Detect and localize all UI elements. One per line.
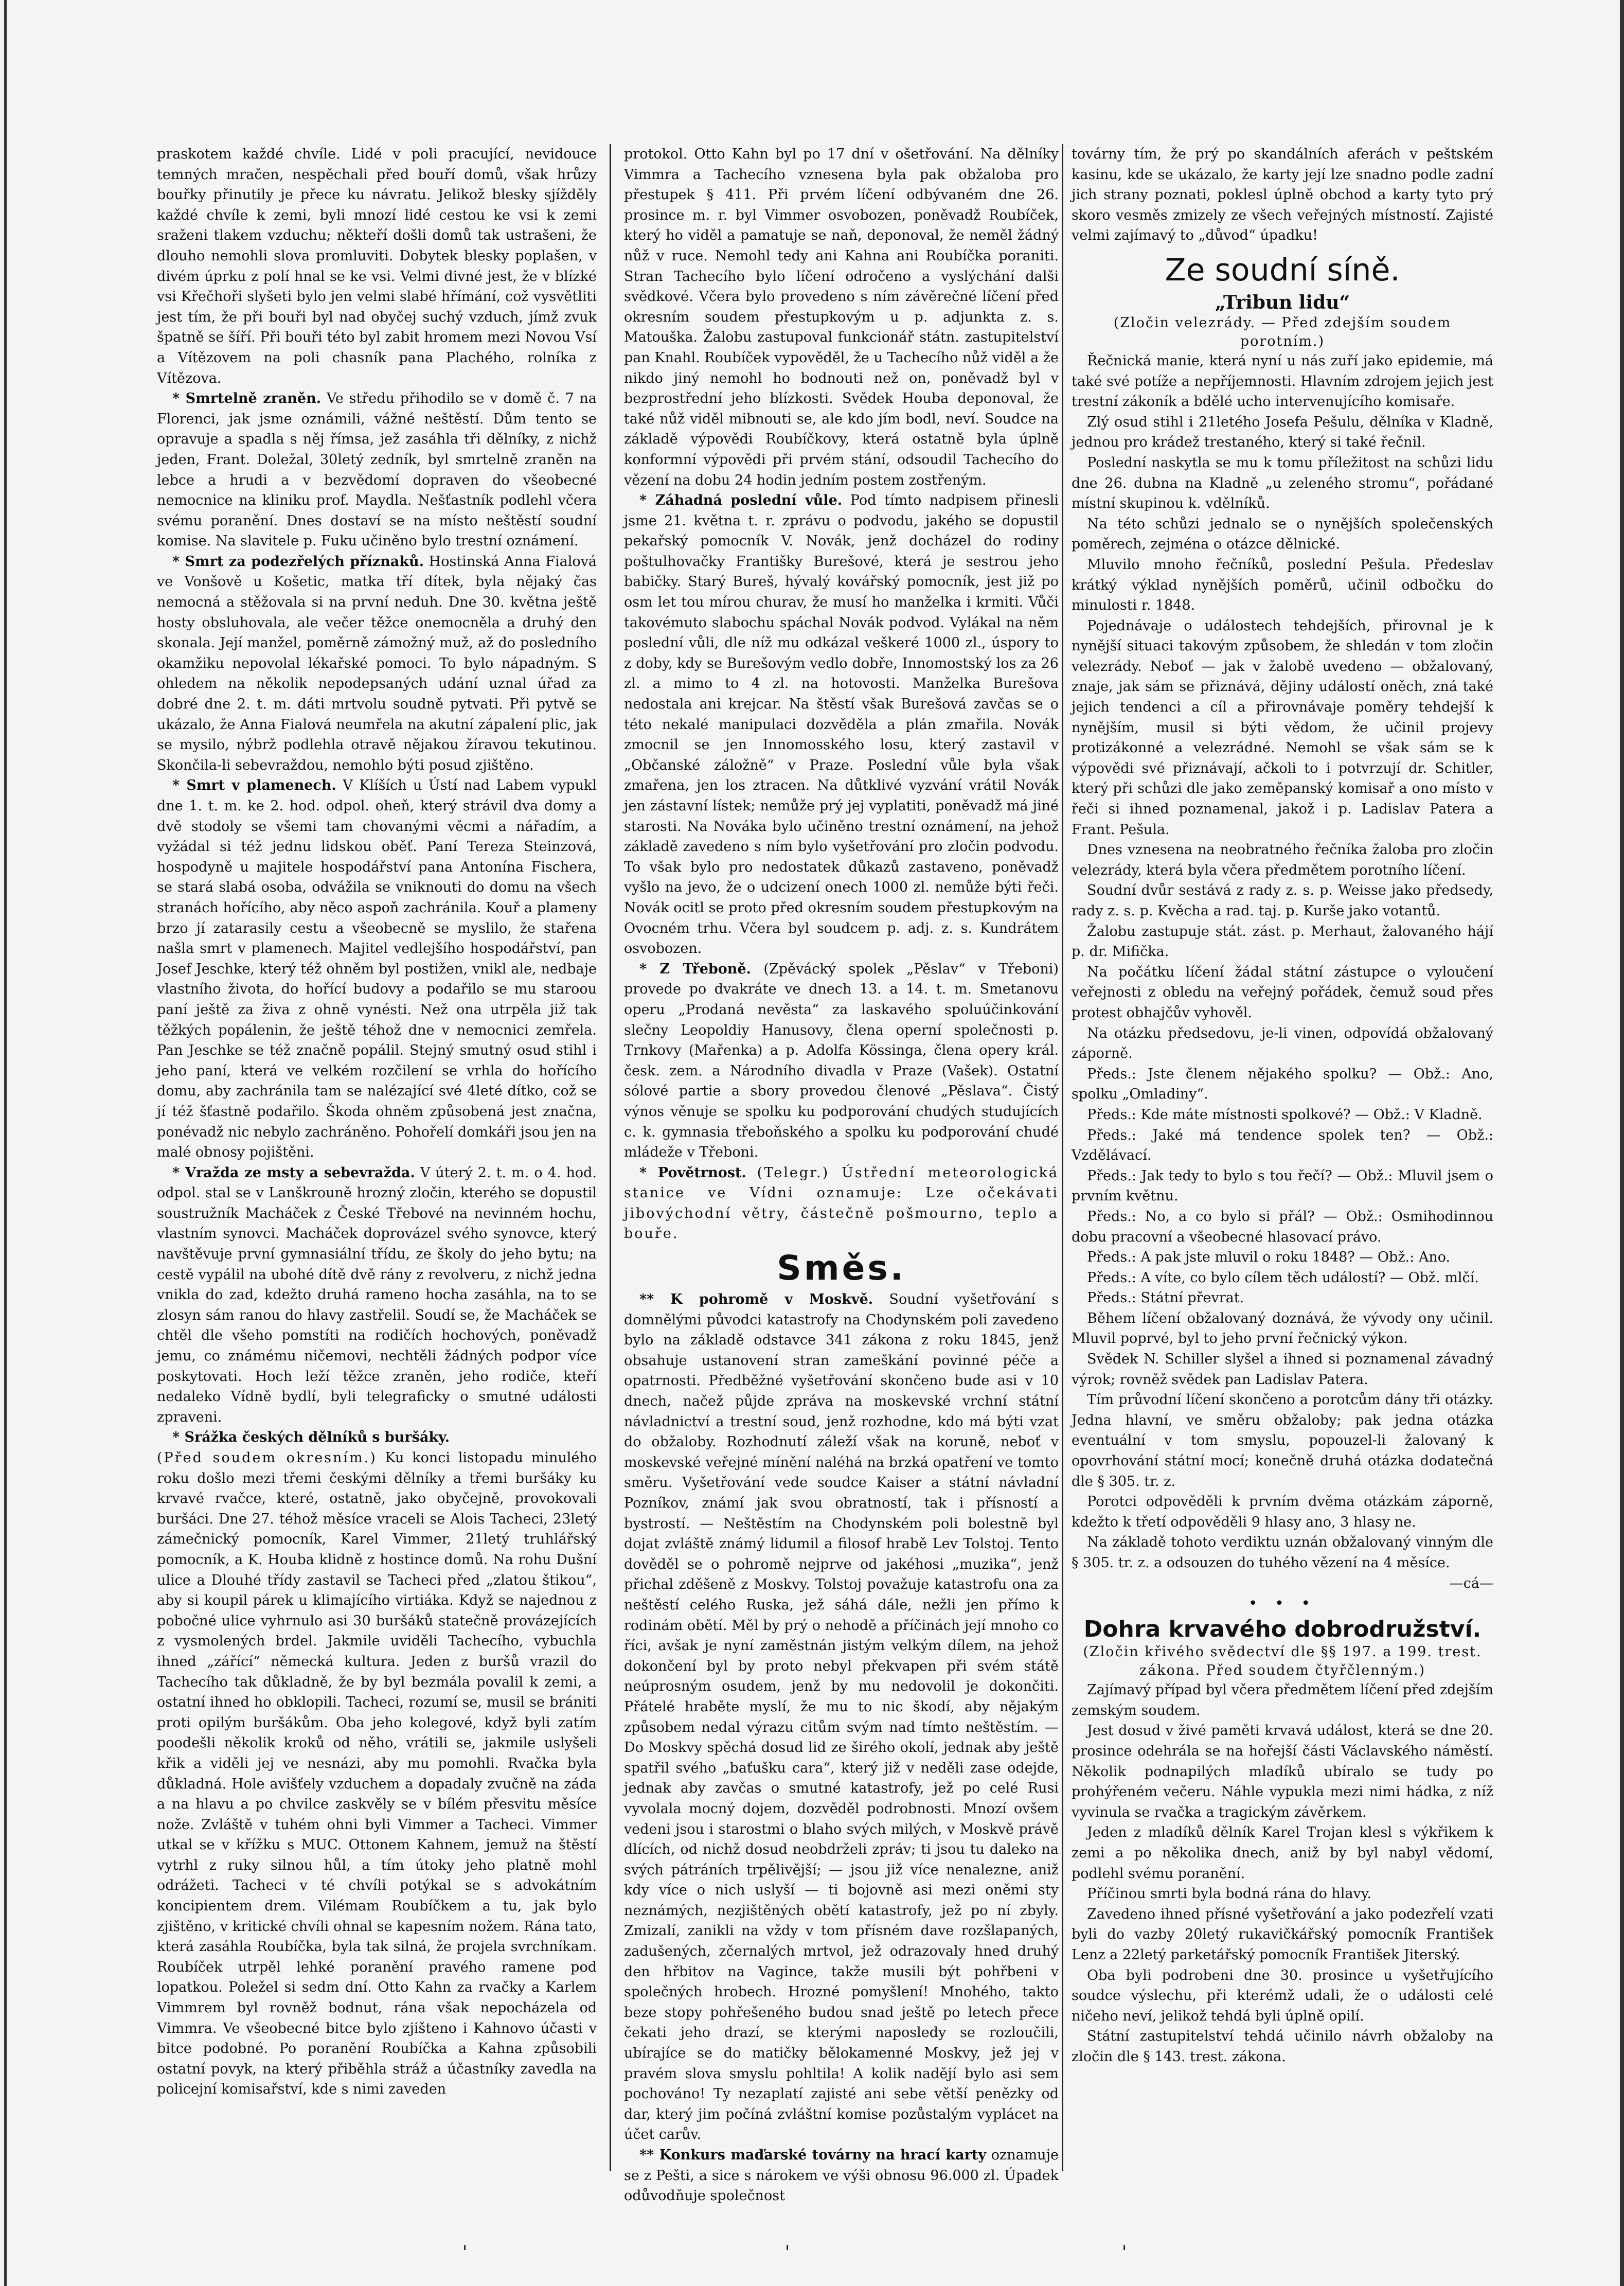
article-text: Tím průvodní líčení skončeno a porotcům dány tři otázky. Jedna hlavní, ve směru obžaloby; pak jedna otázka eventuální v tom smyslu, popouzel-li žalovaný k opovrhování státní mocí; konečně druhá otázka dodatečná dle § 305. tr. z. <box>1072 1392 1493 1490</box>
article-headline: * Vražda ze msty a sebevražda. <box>172 1164 415 1181</box>
article-text: Porotci odpověděli k prvním dvěma otázkám záporně, kdežto k třetí odpověděli 9 hlasy ano, 3 hlasy ne. <box>1072 1494 1493 1530</box>
article-headline: Dohra krvavého dobrodružství. <box>1083 1616 1482 1643</box>
article-text: Předs.: Státní převrat. <box>1087 1290 1244 1306</box>
article-text: Předs.: Jak tedy to bylo s tou řečí? — Obž.: Mluvil jsem o prvním květnu. <box>1072 1167 1493 1204</box>
article-text: oznamuje se z Pešti, a sice s nárokem ve výši obnosu 96.000 zl. Úpadek odůvodňuje společnost <box>624 2147 1059 2204</box>
article-headline: * Z Třeboně. <box>639 961 751 977</box>
article-text: Zajímavý případ byl včera předmětem líčení před zdejším zemským soudem. <box>1072 1682 1493 1718</box>
article-text: Zlý osud stihl i 21letého Josefa Pešulu, dělníka v Kladně, jednou pro krádež trestaného, který si také řečnil. <box>1072 414 1493 451</box>
article-text: V Klíších u Ústí nad Labem vypukl dne 1. t. m. ke 2. hod. odpol. oheň, který strávil dva domy a dvě stodoly se všemi tam chovanými věcmi a nářadím, a vyžádal si též jednu lidskou oběť. Paní Tereza Steinzová, hospodyně u majitele hospodářství pana Antonína Fischera, se stará slabá osoba, odvážila se vniknouti do domu na všech stranách hořícího, aby něco aspoň zachránila. Kouř a plameny brzo jí zatarasily cestu a všeobecně se myslilo, že stařena našla smrt v plamenech. Majitel vedlejšího hospodářství, pan Josef Jeschke, který též ohněm byl postižen, vnikl ale, nedbaje vlastního života, do hořící budovy a podařilo se mu staroou paní ještě za živa z ohně vynésti. Než ona utrpěla již tak těžkých popálenin, že ještě téhož dne v nemocnici zemřela. Pan Jeschke se též značně popálil. Stejný smutný osud stihl i jeho paní, která ve velkém rozčilení se vrhla do hořícího domu, aby zachránila tam se nalézající své 4leté dítko, což se jí též šťastně podařilo. Škoda ohněm způsobená jest značna, ponévadž nic nebylo zachráněno. Pohořelí domkáři jsou jen na malé obnosy pojištěni. <box>157 777 597 1161</box>
article-text: Předs.: Jaké má tendence spolek ten? — Obž.: Vzdělávací. <box>1072 1127 1493 1164</box>
article-text: Oba byli podrobeni dne 30. prosince u vyšetřujícího soudce výslechu, při kterémž udali, že o události celé ničeho neví, jelikož tehdá byli úplně opilí. <box>1072 1967 1493 2024</box>
article-text: Soudní dvůr sestává z rady z. s. p. Weisse jako předsedy, rady z. s. p. Kvěcha a rad. taj. p. Kurše jako votantů. <box>1072 882 1493 919</box>
article-text: Zavedeno ihned přísné vyšetřování a jako podezřelí vzati byli do vazby 20letý rukavičkářský pomocník František Lenz a 22letý parketářský pomocník František Jiterský. <box>1072 1906 1493 1963</box>
article-text: Soudní vyšetřování s domnělými původci katastrofy na Chodynském poli zavedeno bylo na základě odstavce 341 zákona z roku 1845, jenž obsahuje ustanovení stran zameškání povinné péče a opatrnosti. Předběžné vyšetřování skončeno bude asi v 10 dnech, načež půjde zpráva na moskevské vrchní státní návladnictví a trestní soud, jenž rozhodne, kdo má býti vzat do obžaloby. Rozhodnutí záleží však na koruně, neboť v moskevské veřejné mínění naléhá na brzká opatření ve tomto směru. Vyšetřování vede soudce Kaiser a státní návladní Pozníkov, známí jak svou obratností, tak i přísností a bystrostí. — Neštěstím na Chodynském poli bolestně byl dojat zvláště známý lidumil a filosof hrabě Lev Tolstoj. Tento dověděl se o pohromě nejprve od jakéhosi „muzika“, jenž přichal zděšeně z Moskvy. Tolstoj považuje katastrofu ona za neštěstí celého Ruska, jež sáhá dále, nežli jen přímo k rodinám obětí. Měl by prý o nehodě a příčinách její mnoho co říci, avšak je nyní zaměstnán jistým velkým dílem, na jehož dokončení byl by proto nebyl překvapen při svém státě neúprosným osudem, jenž by mu nedovolil je dokončiti. Přátelé hraběte myslí, že mu to nic škodí, aby nějakým způsobem nedal výrazu citům svým nad tímto neštěstím. — Do Moskvy spěchá dosud lid ze širého okolí, jednak aby ještě spatřil svého „baťušku cara“, který již v neděli zase odejde, jednak aby zavčas o smutné katastrofy, jež po celé Rusi vyvolala mocný dojem, dozvěděl podrobnosti. Mnozí ovšem vedeni jsou i starostmi o blaho svých milých, v Moskvě právě dlících, od nichž dosud neobdrželi zpráv; ti jsou tu daleko na svých pátráních trpělivější; — jsou již více nenalezne, aniž kdy více o nich uslyší — ti bojovně asi mezi oněmi sty neznámých, nezjištěných obětí katastrofy, jež po ní zbyly. Zmizalí, zanikli na vždy v tom přísném dave rozšlapaných, zadušených, zčernalých mrtvol, jež odrazovaly hned druhý den hřbitov na Vagince, takže musili být pohřbeni v společných hrobech. Hrozné pomyšlení! Mnohého, takto beze stopy pohřešeného budou snad ještě po letech přece čekati jeho drazí, se kterými naposledy se rozloučili, ubírajíce se do matičky bělokamenné Moskvy, jež jej v pravém slova smyslu pohltila! A kolik nadějí bylo asi sem pochováno! Ty nezaplatí zajisté ani sebe větší penězky od dar, který jim počíná zvláštní komise pozůstalým vyplácet na účet carův. <box>624 1291 1059 2143</box>
article-headline: * Smrt za podezřelých příznaků. <box>172 553 424 570</box>
article-text: Pojednávaje o událostech tehdejších, přirovnal je k nynější situaci takovým způsobem, že shledán v tom zločin velezrády. Neboť — jak v žalobě uvedeno — obžalovaný, znaje, jak sám se přiznává, dějiny událostí oněch, zná také jejich tendenci a cíl a přirovnávaje poměry tehdejší k nynějším, musil si býti vědom, že učinil projevy protizákonné a velezrádné. Nemohl se však sám se k výpovědi své přiznávají, ačkoli to i potvrzují dr. Schitler, který při schůzi dle jako zeměpanský komisař a ono místo v řeči si ihned poznamenal, jakož i p. Ladislav Patera a Frant. Pešula. <box>1072 617 1493 838</box>
article-text: Jest dosud v živé paměti krvavá událost, která se dne 20. prosince odehrála se na hořejší části Václavského náměstí. Několik podnapilých mladíků ubíralo se tudy po prohýřeném večeru. Náhle vypukla mezi nimi hádka, z níž vyvinula se rvačka a tragickým závěrkem. <box>1072 1723 1493 1820</box>
article-text: Během líčení obžalovaný doznává, že vývody ony učinil. Mluvil poprvé, byl to jeho první řečnický výkon. <box>1072 1310 1493 1347</box>
article-text: Příčinou smrti byla bodná rána do hlavy. <box>1087 1886 1372 1902</box>
article-text: Hostinská Anna Fialová ve Vonšově u Košetic, matka tří dítek, byla nějaký čas nemocná a stěžovala si na první neduh. Dne 30. května ještě hosty obsluhovala, ale večer těžce onemocněla a druhý den skonala. Její manžel, poměrně zámožný muž, až do posledního okamžiku nepovolal lékařské pomoci. To bylo nápadným. S ohledem na několik nepodepsaných udání uznal úřad za dobré dne 2. t. m. dáti mrtvolu soudně pytvati. Při pytvě se ukázalo, že Anna Fialová neumřela na akutní zápalení plic, jak se mysilo, nýbrž podlehla otravě nějakou žíravou tekutinou. Skončila-li sebevraždou, nemohlo býti posud zjištěno. <box>157 553 597 773</box>
article-text: Na této schůzi jednalo se o nynějších společenských poměrech, zejména o otázce dělnické. <box>1072 516 1493 553</box>
left-page-edge <box>4 0 7 2286</box>
article-paragraph <box>624 1289 1059 2145</box>
article-paragraph <box>624 2145 1059 2206</box>
article-text: Žalobu zastupuje stát. zást. p. Merhaut, žalovaného hájí p. dr. Mifička. <box>1072 923 1493 960</box>
right-page-edge <box>1620 0 1624 2286</box>
binding-hole-mark: ˌ <box>1121 2229 1127 2253</box>
article-paragraph <box>157 388 597 552</box>
article-text: Na otázku předsedovu, je-li vinen, odpovídá obžalovaný záporně. <box>1072 1025 1493 1062</box>
article-paragraph <box>624 1163 1059 1244</box>
column-1 <box>157 144 597 2182</box>
article-text: Na počátku líčení žádal státní zástupce o vyloučení veřejnosti z obledu na veřejný pořádek, čemuž soud přes protest obhajčův vyhověl. <box>1072 964 1493 1021</box>
article-text: Ku konci listopadu minulého roku došlo mezi třemi českými dělníky a třemi buršáky ku krvavé rvačce, které, ostatně, jako obyčejně, provokovali buršáci. Dne 27. téhož měsíce vraceli se Alois Tacheci, 23letý zámečnický pomocník, Karel Vimmer, 21letý truhlářský pomocník, a K. Houba klidně z hostince domů. Na rohu Dušní ulice a Dlouhé třídy zastavil se Tacheci před „zlatou štikou“, aby si koupil párek u klimajícího virtiáka. Když se najednou z pobočné ulice vyhrnulo asi 30 buršáků statečně provázejících z vysmolených brdel. Jakmile uviděli Tachecího, vybuchla ihned „zářící“ německá kultura. Jeden z buršů vrazil do Tachecího tak důkladně, že by byl bezmála povalil k zemi, a ostatní ihned ho obklopili. Tacheci, rozumí se, musil se brániti proti opilým buršákům. Oba jeho kolegové, když byli zatím poodešli několik kroků od něho, vrátili se, jakmile uslyšeli křik a viděli jej ve nesnázi, aby mu pomohli. Rvačka byla důkladná. Hole avišťely vzduchem a dopadaly zvučně na záda a na hlavu a po chvilce zaskvěly se v bílém přesvitu měsíce nože. Zvláště v tuhém ohni byli Vimmer a Tacheci. Vimmer utkal se v křížku s MUC. Ottonem Kahnem, jemuž na štěstí vytrhl z ruky silnou hůl, a tím útoky jeho platně mohl odrážeti. Tacheci v té chvíli potýkal se s advokátním koncipientem drem. Vilémam Roubíčkem a tu, jak bylo zjištěno, v kritické chvíli ohnal se kapesním nožem. Rána tato, která zasáhla Roubíčka, byla tak silná, že projela svrchníkam. Roubíček utrpěl lehké poranění pravého ramene pod lopatkou. Poležel si sedm dní. Otto Kahn za rvačky a Karlem Vimmrem byl rovněž bodnut, rána však nepocházela od Vimmra. Ve všeobecné bitce bylo zjišteno i Kahnovo účasti v bitce podobné. Po poranění Roubíčka a Kahna způsobili ostatní povyk, na který přiběhla stráž a účastníky zavedla na policejní komisařství, kde s nimi zaveden <box>157 1450 597 2098</box>
article-text: Jeden z mladíků dělník Karel Trojan klesl s výkřikem k zemi a po několika dnech, aniž by byl nabyl vědomí, podlehl svému poranění. <box>1072 1824 1493 1882</box>
article-paragraph <box>157 775 597 1162</box>
article-headline: * Smrt v plamenech. <box>172 777 336 794</box>
article-headline: * Záhadná poslední vůle. <box>639 492 843 509</box>
article-paragraph <box>624 490 1059 959</box>
article-paragraph <box>624 959 1059 1163</box>
article-subheadline: (Zločin velezrády. — Před zdejším soudem porotním.) <box>1113 314 1452 349</box>
column-3 <box>1072 144 1493 2182</box>
article-signature: —cá— <box>1449 1575 1493 1591</box>
article-text: Ve středu přihodilo se v domě č. 7 na Florenci, jak jsme oznámili, vážné neštěstí. Dům tento se opravuje a spadla s něj římsa, jež zasáhla tři dělníky, z nichž jeden, Frant. Doležal, 30letý zedník, byl smrtelně zraněn na lebce a hrudi a v bezvědomí dopraven do všeobecné nemocnice na kliniku prof. Maydla. Nešťastník podlehl včera svému poranění. Dnes dostaví se na místo neštěstí soudní komise. Na slavitele p. Fuku učiněno bylo trestní oznámení. <box>157 391 597 550</box>
column-2 <box>624 144 1059 2204</box>
article-text: Předs.: Jste členem nějakého spolku? — Obž.: Ano, spolku „Omladiny“. <box>1072 1066 1493 1103</box>
article-paragraph <box>157 1163 597 1428</box>
article-text: protokol. Otto Kahn byl po 17 dní v ošetřování. Na dělníky Vimmra a Tachecího vznesena byla pak obžaloba pro přestupek § 411. Při prvém líčení odbývaném dne 26. prosince m. r. byl Vimmer osvobozen, poněvadž Roubíček, který ho viděl a pamatuje se naň, deponoval, že neměl žádný nůž v ruce. Nemohl tedy ani Kahna ani Roubíčka poraniti. Stran Tachecího bylo líčení odročeno a vyslýchání dalši svědkové. Včera bylo provedeno s ním závěrečné líčení před okresním soudem přestupkovým u p. adjunkta z. s. Matouška. Žalobu zastupoval funkcionář státn. zastupitelství pan Knahl. Roubíček vypověděl, že u Tachecího nůž viděl a že nikdo jiný nemohl ho bodnouti než on, poněvadž byl v bezprostřední jeho blízkosti. Svědek Houba deponoval, že také nůž viděl mibnouti se, ale kdo jím bodl, neví. Soudce na základě výpovědi Roubíčkovy, která ostatně byla úplně konformní výpovědi při prvém stání, odsoudil Tachecího do vězení na dobu 24 hodin jedním postem zostřeným. <box>624 146 1059 488</box>
article-text: Svědek N. Schiller slyšel a ihned si poznamenal závadný výrok; rovněž svědek pan Ladislav Patera. <box>1072 1351 1493 1388</box>
article-text: Předs.: A pak jste mluvil o roku 1848? — Obž.: Ano. <box>1087 1249 1451 1266</box>
article-text: Mluvilo mnoho řečníků, poslední Pešula. Předeslav krátký výklad nynějších poměrů, učinil odbočku do minulosti r. 1848. <box>1072 556 1493 614</box>
article-text: Předs.: Kde máte místnosti spolkové? — Obž.: V Kladně. <box>1087 1106 1483 1123</box>
article-paragraph <box>157 552 597 776</box>
column-rule-2 <box>1062 144 1063 2171</box>
article-headline: „Tribun lidu“ <box>1215 291 1350 313</box>
article-headline: ** Konkurs maďarské továrny na hrací karty <box>639 2147 987 2163</box>
article-headline: * Povětrnost. <box>639 1164 746 1181</box>
article-text: Státní zastupitelství tehdá učinilo návrh obžaloby na zločin dle § 143. trest. zákona. <box>1072 2028 1493 2065</box>
article-headline: * Smrtelně zraněn. <box>172 391 322 407</box>
article-subheadline: (Zločin křivého svědectví dle §§ 197. a 199. trest. zákona. Před soudem čtyřčlenným.) <box>1083 1644 1482 1679</box>
separator-dots: • • • <box>1248 1594 1317 1613</box>
article-paragraph <box>157 1427 597 2100</box>
article-text: Předs.: No, a co bylo si přál? — Obž.: Osmihodinnou dobu pracovní a všeobecné hlasovací právo. <box>1072 1208 1493 1245</box>
article-text: praskotem každé chvíle. Lidé v poli pracující, nevidouce temných mračen, nespěchali před bouří domů, však hrůzy bouřky přinutily je přece ku návratu. Jelikož blesky sjížděly každé chvíle k zemi, byli mnozí lidé cestou ke vsi k zemi sraženi tlakem vzduchu; někteří došli domů tak ustrašeni, že dlouho nemohli slova promluviti. Dobytek blesky poplašen, v divém úprku z polí hnal se ke vsi. Velmi divné jest, že v blízké vsi Křečhoři slyšeti bylo jen velmi slabé hřímání, což vysvětliti jest tím, že při bouři byl nad obyčej suchý vzduch, jímž zvuk špatně se šíří. Při bouři této byl zabit hromem mezi Novou Vsí a Vítězovem na poli chasník pana Plachého, rolníka z Vítězova. <box>157 146 597 386</box>
article-text: Na základě tohoto verdiktu uznán obžalovaný vinným dle § 305. tr. z. a odsouzen do tuhého vězení na 4 měsíce. <box>1072 1534 1493 1571</box>
article-text: Pod tímto nadpisem přinesli jsme 21. května t. r. zprávu o podvodu, jakého se dopustil pekařský pomocník V. Novák, jenž docházel do rodiny poštulhovačky Františky Burešové, která je sestrou jeho babičky. Starý Bureš, hývalý kovářský pomocník, jest již po osm let tou mírou churav, že musí ho manželka i krmiti. Vůči takovémuto slabochu spáchal Novák podvod. Vylákal na něm poslední vůli, dle níž mu odkázal veškeré 1000 zl., úspory to z doby, kdy se Burešovým vedlo dobře, Innomostský los za 26 zl. a mimo to 4 zl. na hotovosti. Manželka Burešova nedostala ani krejcar. Na štěstí však Burešová zavčas se o této nekalé manipulaci dozvěděla a plán zmařila. Novák zmocnil se jen Innomosského losu, který zastavil v „Občanské záložně“ v Praze. Poslední vůle byla však zmařena, jen los ztracen. Na důtklivé vyzvání vrátil Novák jen zástavní lístek; nemůže prý jej vyplatiti, poněvadž má jiné starosti. Na Nováka bylo učiněno trestní oznámení, na jehož základě zavedeno s ním bylo vyšetřování pro zločin podvodu. To však bylo pro nedostatek důkazů zastaveno, poněvadž vyšlo na jevo, že o udcizení onech 1000 zl. nemůže býti řeči. Novák ocitl se proto před okresním soudem přestupkovým na Ovocném trhu. Včera byl soudcem p. adj. z. s. Kundrátem osvobozen. <box>624 492 1059 957</box>
article-text: (Zpěvácký spolek „Pěslav“ v Třeboni) provede po dvakráte ve dnech 13. a 14. t. m. Smetanovu operu „Prodaná nevěsta“ za laskavého spoluúčinkování slečny Leopoldiy Hanusovy, člena operní společnosti p. Trnkovy (Mařenka) a p. Adolfa Kössinga, člena opery král. česk. zem. a Národního divadla v Praze (Vašek). Ostatní sólové partie a sbory provedou členové „Pěslava“. Čistý výnos věnuje se spolku ku podporování chudých studujících c. k. gymnasia třeboňského a spolku ku podporování chudé mládeže v Třeboni. <box>624 961 1059 1161</box>
article-text: továrny tím, že prý po skandálních aferách v peštském kasinu, kde se ukázalo, že karty její lze snadno podle zadní jich strany poznati, poklesl úplně obchod a karty tyto prý skoro vesměs zmizely ze všech veřejných místností. Zajisté velmi zajímavý to „důvod“ úpadku! <box>1072 146 1493 244</box>
article-headline: ** K pohromě v Moskvě. <box>639 1291 873 1308</box>
article-text: (Telegr.) Ústřední meteorologická stanice ve Vídni oznamuje: Lze očekávati jibovýchodní větry, částečně pošmourno, teplo a bouře. <box>624 1164 1059 1242</box>
section-title-smes: Směs. <box>777 1248 906 1288</box>
article-text: V úterý 2. t. m. o 4. hod. odpol. stal se v Lanškrouně hrozný zločin, kterého se dopustil soustružník Macháček z České Třebové na nevinném hochu, vlastním synovci. Macháček doprovázel svého synovce, který navštěvuje první gymnasiální třídu, ze školy do jeho bytu; na cestě vypálil na ubohé dítě dvě rány z revolveru, z nichž jedna vnikla do zad, kdežto druhá rameno hocha zasáhla, na to se zlosyn sám ranou do hlavy zastřelil. Soudí se, že Macháček se chtěl dle všeho pomstíti na rodičích hochových, poněvadž jemu, co známému ničemovi, nechtěli žádných podpor více poskytovati. Hoch leží těžce zraněn, jeho rodiče, kteří nedaleko Vídně bydlí, byli telegraficky o smutné události zpraveni. <box>157 1164 597 1425</box>
column-rule-1 <box>610 144 611 2171</box>
article-text: Předs.: A víte, co bylo cílem těch událostí? — Obž. mlčí. <box>1087 1269 1479 1286</box>
section-title-soudni-sin: Ze soudní síně. <box>1165 252 1400 288</box>
article-headline: * Srážka českých dělníků s buršáky. <box>172 1429 450 1446</box>
binding-hole-mark: ˌ <box>462 2229 468 2253</box>
article-text: Dnes vznesena na neobratného řečníka žaloba pro zločin velezrády, která byla včera předmětem porotního líčení. <box>1072 842 1493 878</box>
binding-hole-mark: ˌ <box>784 2229 790 2253</box>
article-text: Řečnická manie, která nyní u nás zuří jako epidemie, má také své potíže a nepříjemnosti. Hlavním zdrojem jejich jest trestní zákoník a bdělé ucho intervenujícího komisaře. <box>1072 352 1493 410</box>
article-text: Poslední naskytla se mu k tomu příležitost na schůzi lidu dne 26. dubna na Kladně „u zeleného stromu“, pořádané místní skupinou k. vdělníků. <box>1072 454 1493 512</box>
article-subheadline: (Před soudem okresním.) <box>157 1450 377 1466</box>
